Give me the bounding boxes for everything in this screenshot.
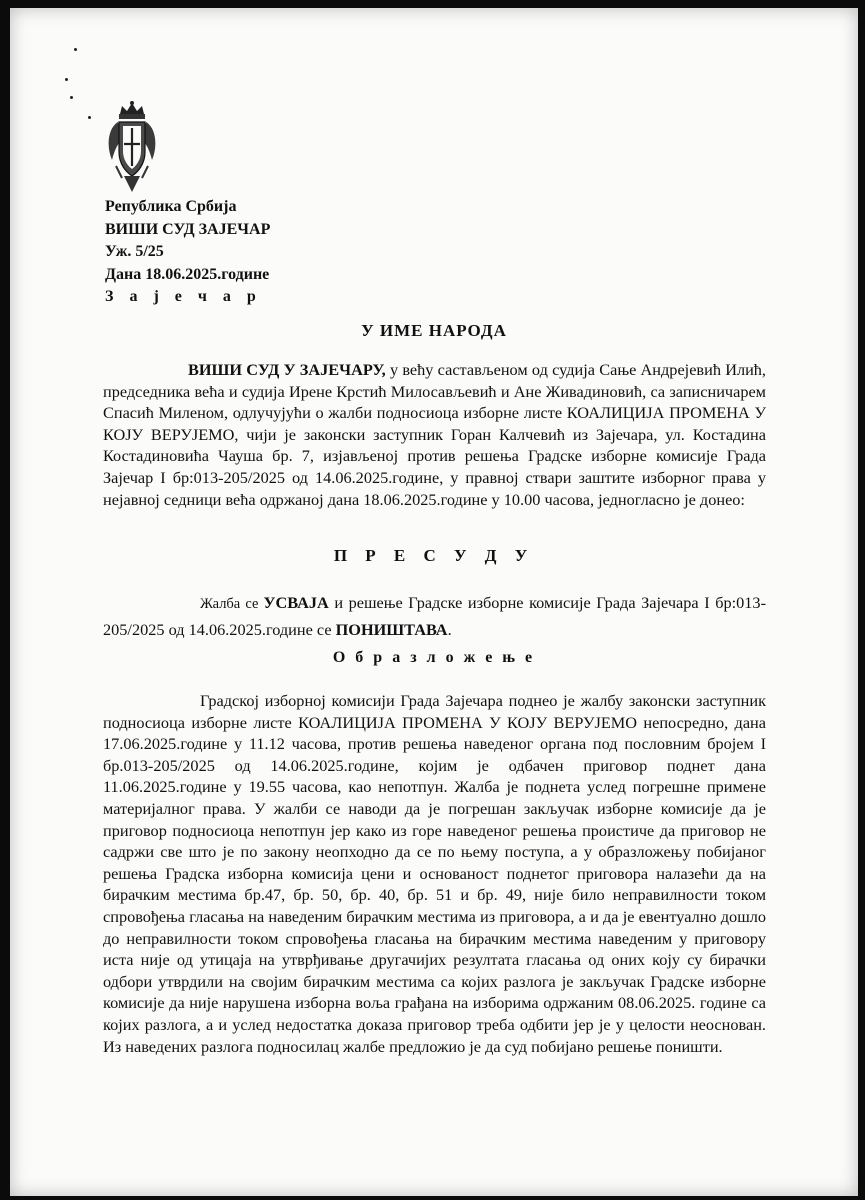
ruling-part2: и решење Градске изборне комисије Града Зајечара I бр:013-205/2025 од 14.06.2025.године се [103, 593, 766, 639]
ruling-part1: Жалба се [200, 596, 264, 612]
reasoning-paragraph: Градској изборној комисији Града Зајечара поднео је жалбу законски заступник подносиоца изборне листе КОАЛИЦИЈА ПРОМЕНА У КОЈУ ВЕРУЈЕМО непосредно, дана 17.06.2025.године у 11.12 часова, против решења наведеног органа под пословним бројем I бр.013-205/2025 од 14.06.2025.године, којим је одбачен приговор поднет дана 11.06.2025.године у 19.55 часова, као непотпун. Жалба је поднета услед погрешне примене материјалног права. У жалби се наводи да је погрешан закључак изборне комисије да је приговор подносиоца непотпун јер како из горе наведеног решења проистиче да приговор не садржи све што је по закону неопходно да се по њему поступа, а у образложењу побијаног решења Градска изборна комисија цени и основаност поднетог приговора налазећи да на бирачким местима бр.47, бр. 50, бр. 40, бр. 51 и бр. 49, није било неправилности током спровођења гласања на наведеним бирачким местима из приговора, а и да је евентуално дошло до неправилности током спровођења гласања на бирачким местима наведеним у приговору иста није од утицаја на утврђивање другачијих резултата гласања од оних коју су бирачки одбори утврдили на својим бирачким местима са којих разлога је закључак Градске изборне комисије да није нарушена изборна воља грађана на изборима одржаним 08.06.2025. године са којих разлога, а и услед недостатка доказа приговор треба одбити јер је у целости неоснован. Из наведених разлога подносилац жалбе предложио је да суд побијано решење поништи. [103, 691, 766, 1056]
intro-paragraph [103, 359, 766, 510]
verdict-heading: У ИМЕ НАРОДА [361, 321, 507, 340]
country-name: Република Србија [105, 198, 237, 215]
court-lead: ВИШИ СУД У ЗАЈЕЧАРУ, [188, 360, 386, 379]
intro-text: у већу састављеном од судија Сање Андрејевић Илић, председника већа и судија Ирене Крстић Милосављевић и Ане Живадиновић, са записничарем Спасић Миленом, одлучујући о жалби подносиоца изборне листе КОАЛИЦИЈА ПРОМЕНА У КОЈУ ВЕРУЈЕМО, чији је законски заступник Горан Калчевић из Зајечара, ул. Костадина Костадиновића Чауша бр. 7, изјављеној против решења Градске изборне комисије Града Зајечар I бр:013-205/2025 од 14.06.2025.године, у правној ствари заштите изборног права у нејавној седници већа одржаној дана 18.06.2025.године у 10.00 часова, једногласно је донео: [103, 360, 767, 509]
scan-speck [65, 78, 68, 81]
city-name: З а ј е ч а р [105, 288, 262, 305]
coat-of-arms-icon [104, 100, 160, 196]
reasoning-heading: О б р а з л о ж е њ е [332, 649, 536, 666]
document-header [105, 196, 270, 309]
ruling-part3: . [447, 620, 452, 639]
ruling-annulled: ПОНИШТАВА [335, 620, 448, 639]
ruling-paragraph [103, 590, 766, 642]
ruling-heading: П Р Е С У Д У [333, 546, 535, 565]
scan-speck [74, 48, 77, 51]
document-date: Дана 18.06.2025.године [105, 265, 270, 283]
ruling-accepted: УСВАЈА [263, 593, 329, 612]
case-number: Уж. 5/25 [105, 243, 164, 260]
scan-speck [70, 96, 73, 99]
court-name: ВИШИ СУД ЗАЈЕЧАР [105, 220, 271, 238]
scan-speck [88, 116, 91, 119]
document-page [10, 8, 858, 1196]
